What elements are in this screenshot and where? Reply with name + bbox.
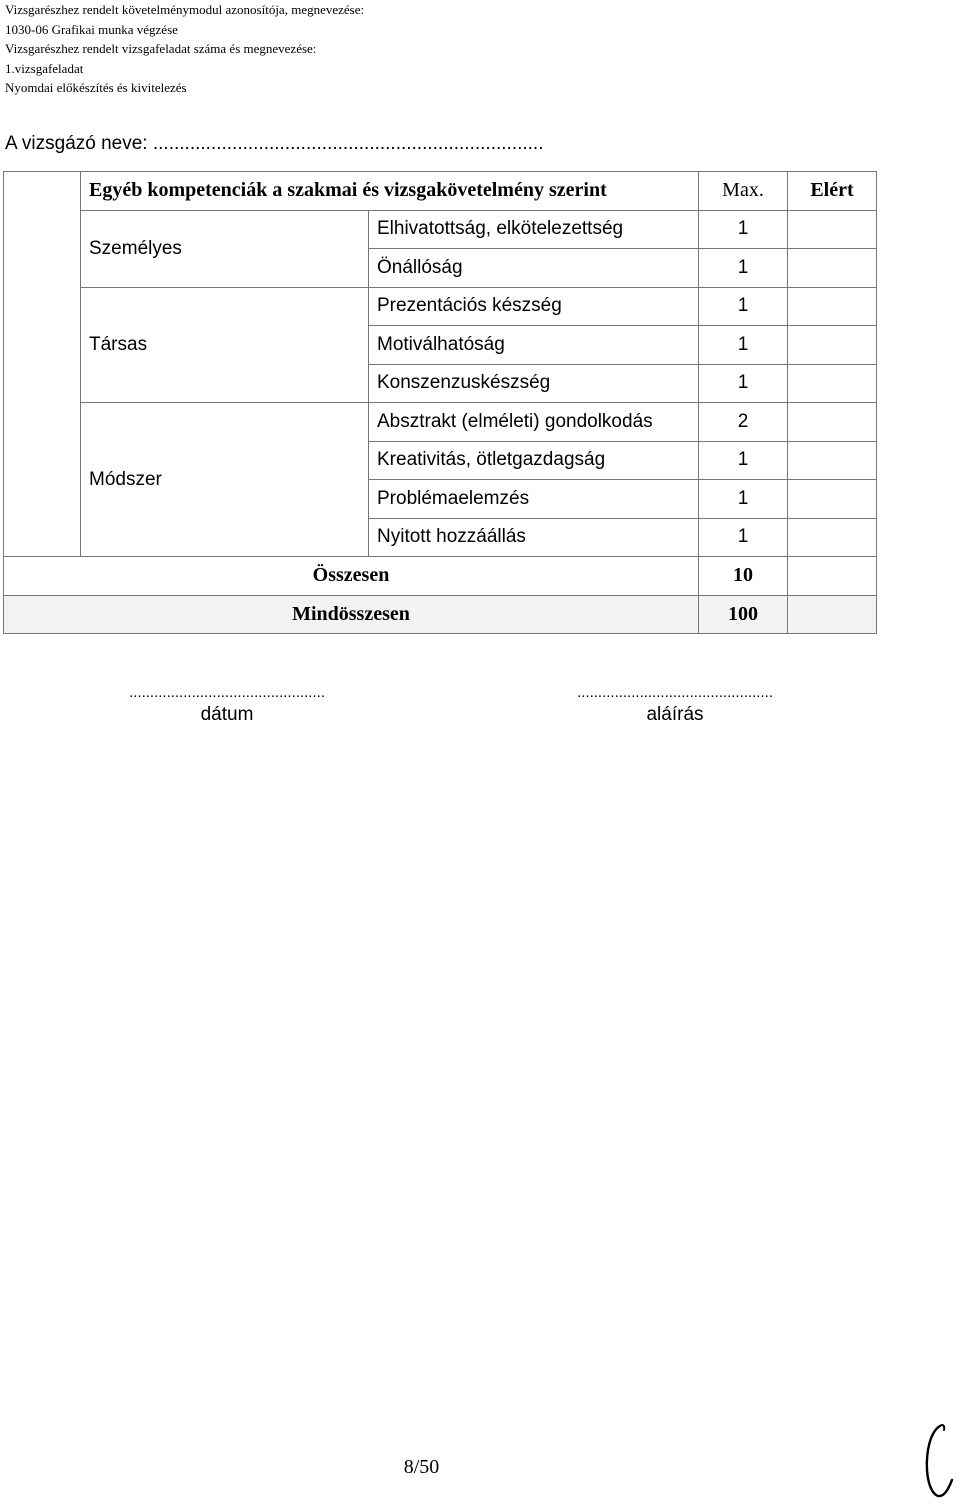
total-achieved-cell[interactable] bbox=[788, 557, 877, 596]
group-method: Módszer bbox=[81, 403, 369, 557]
competency-label: Absztrakt (elméleti) gondolkodás bbox=[369, 403, 699, 442]
left-blank-cell bbox=[4, 326, 81, 365]
achieved-score-cell[interactable] bbox=[788, 210, 877, 249]
table-heading: Egyéb kompetenciák a szakmai és vizsgakövetelmény szerint bbox=[81, 172, 699, 211]
achieved-score-cell[interactable] bbox=[788, 287, 877, 326]
competency-label: Motiválhatóság bbox=[369, 326, 699, 365]
achieved-score-cell[interactable] bbox=[788, 326, 877, 365]
max-score: 1 bbox=[699, 210, 788, 249]
left-blank-cell bbox=[4, 287, 81, 326]
total-max: 10 bbox=[699, 557, 788, 596]
grand-total-row bbox=[4, 595, 877, 634]
max-score: 1 bbox=[699, 364, 788, 403]
signature-dots[interactable]: ............................................... bbox=[577, 684, 773, 701]
page-number: 8/50 bbox=[403, 1456, 440, 1478]
table-header-row bbox=[4, 172, 877, 211]
left-blank-cell bbox=[4, 518, 81, 557]
signature-label: aláírás bbox=[646, 704, 704, 725]
table-row bbox=[4, 210, 877, 249]
max-score: 1 bbox=[699, 249, 788, 288]
grand-total-label: Mindösszesen bbox=[4, 595, 699, 634]
competency-label: Konszenzuskészség bbox=[369, 364, 699, 403]
task-label: Vizsgarészhez rendelt vizsgafeladat száma és megnevezése: bbox=[5, 41, 317, 57]
competency-label: Nyitott hozzáállás bbox=[369, 518, 699, 557]
table-row bbox=[4, 287, 877, 326]
max-score: 1 bbox=[699, 480, 788, 519]
group-personal: Személyes bbox=[81, 210, 369, 287]
date-dots[interactable]: ............................................... bbox=[129, 684, 325, 701]
date-label: dátum bbox=[200, 704, 254, 725]
max-column-header: Max. bbox=[699, 172, 788, 211]
date-signature-block bbox=[92, 682, 362, 726]
max-score: 1 bbox=[699, 287, 788, 326]
achieved-column-header: Elért bbox=[788, 172, 877, 211]
achieved-score-cell[interactable] bbox=[788, 518, 877, 557]
document-header bbox=[5, 0, 364, 98]
task-number: 1.vizsgafeladat bbox=[5, 60, 84, 76]
left-blank-cell bbox=[4, 172, 81, 211]
left-blank-cell bbox=[4, 210, 81, 249]
achieved-score-cell[interactable] bbox=[788, 441, 877, 480]
group-social: Társas bbox=[81, 287, 369, 403]
handwritten-initial-icon bbox=[918, 1422, 956, 1505]
achieved-score-cell[interactable] bbox=[788, 364, 877, 403]
total-row bbox=[4, 557, 877, 596]
max-score: 2 bbox=[699, 403, 788, 442]
left-blank-cell bbox=[4, 480, 81, 519]
left-blank-cell bbox=[4, 403, 81, 442]
signature-block bbox=[540, 682, 810, 726]
module-label: Vizsgarészhez rendelt követelménymodul azonosítója, megnevezése: bbox=[5, 2, 365, 17]
achieved-score-cell[interactable] bbox=[788, 403, 877, 442]
achieved-score-cell[interactable] bbox=[788, 249, 877, 288]
competency-label: Önállóság bbox=[369, 249, 699, 288]
total-label: Összesen bbox=[4, 557, 699, 596]
max-score: 1 bbox=[699, 441, 788, 480]
task-name: Nyomdai előkészítés és kivitelezés bbox=[5, 80, 187, 96]
competency-table bbox=[3, 171, 877, 634]
left-blank-cell bbox=[4, 249, 81, 288]
grand-total-achieved-cell[interactable] bbox=[788, 595, 877, 634]
achieved-score-cell[interactable] bbox=[788, 480, 877, 519]
max-score: 1 bbox=[699, 518, 788, 557]
candidate-name-line[interactable]: A vizsgázó neve: .......................................................................... bbox=[5, 133, 544, 154]
left-blank-cell bbox=[4, 364, 81, 403]
max-score: 1 bbox=[699, 326, 788, 365]
table-row bbox=[4, 403, 877, 442]
competency-label: Problémaelemzés bbox=[369, 480, 699, 519]
competency-label: Elhivatottság, elkötelezettség bbox=[369, 210, 699, 249]
module-name: 1030-06 Grafikai munka végzése bbox=[5, 21, 178, 37]
competency-label: Prezentációs készség bbox=[369, 287, 699, 326]
grand-total-max: 100 bbox=[699, 595, 788, 634]
competency-label: Kreativitás, ötletgazdagság bbox=[369, 441, 699, 480]
left-blank-cell bbox=[4, 441, 81, 480]
